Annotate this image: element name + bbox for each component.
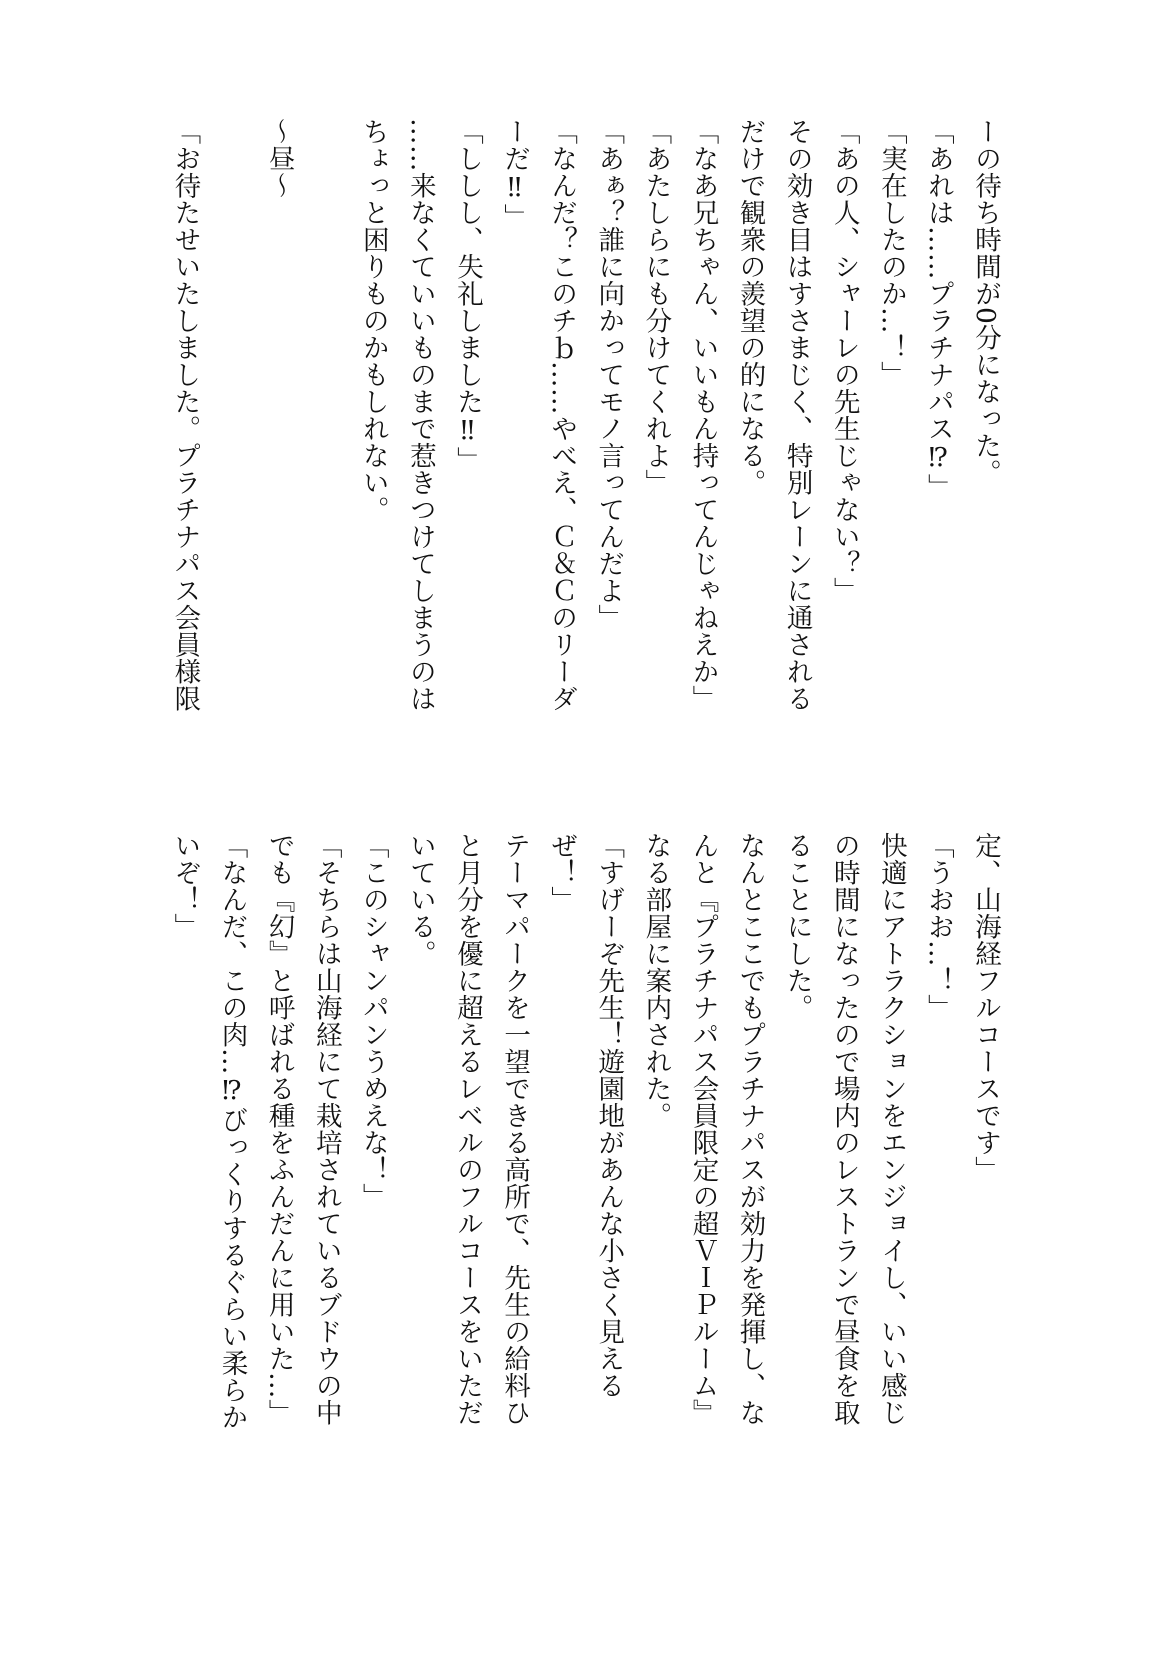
text-block-bottom — [161, 832, 1009, 1472]
text-line: ーの待ち時間が0分になった。 — [970, 118, 1001, 487]
text-line: 「なあ兄ちゃん、いいもん持ってんじゃねえか」 — [687, 118, 719, 712]
text-line: ることにした。 — [781, 832, 813, 1021]
text-line — [208, 118, 255, 758]
text-line: 「なんだ？このチｂ……やべえ、Ｃ＆Ｃのリーダ — [546, 118, 578, 712]
text-line: 「このシャンパンうめえな！」 — [357, 832, 389, 1210]
text-line: 「ししし、失礼しました‼」 — [451, 118, 483, 474]
text-line: でも『幻』と呼ばれる種をふんだんに用いた…」 — [263, 832, 295, 1426]
text-line: ～昼～ — [263, 118, 295, 199]
text-line: ぜ！」 — [546, 832, 578, 913]
text-line: テーマパークを一望できる高所で、先生の給料ひ — [499, 832, 531, 1426]
text-line: 「あたしらにも分けてくれよ」 — [640, 118, 672, 496]
text-line: 「すげーぞ先生！遊園地があんな小さく見える — [593, 832, 625, 1399]
text-line: なる部屋に案内された。 — [640, 832, 672, 1129]
text-line: 「実在したのか…！」 — [875, 118, 907, 388]
text-line: ちょっと困りものかもしれない。 — [357, 118, 389, 523]
text-line: 「あの人、シャーレの先生じゃない？」 — [828, 118, 860, 604]
text-line: ……来なくていいものまで惹きつけてしまうのは — [404, 118, 436, 712]
text-line: 「あぁ？誰に向かってモノ言ってんだよ」 — [593, 118, 625, 631]
text-line: いぞ！」 — [169, 832, 201, 940]
text-line: ーだ‼」 — [499, 118, 531, 231]
text-line: 快適にアトラクションをエンジョイし、いい感じ — [875, 832, 907, 1426]
text-line: 「なんだ、この肉…⁉びっくりするぐらい柔らか — [216, 832, 248, 1431]
text-line: 「お待たせいたしました。プラチナパス会員様限 — [169, 118, 201, 712]
text-line: 「うおお…！」 — [922, 832, 954, 1021]
text-block-top — [161, 118, 1009, 758]
text-line: 「そちらは山海経にて栽培されているブドウの中 — [310, 832, 342, 1426]
text-line — [303, 118, 350, 758]
text-line: 「あれは……プラチナパス⁉」 — [922, 118, 954, 501]
text-line: と月分を優に超えるレベルのフルコースをいただ — [451, 832, 483, 1426]
text-line: んと『プラチナパス会員限定の超ＶＩＰルーム』 — [687, 832, 719, 1426]
text-line: だけで観衆の羨望の的になる。 — [734, 118, 766, 496]
text-line: 定、山海経フルコースです」 — [970, 832, 1001, 1183]
text-line: その効き目はすさまじく、特別レーンに通される — [781, 118, 813, 712]
text-line: いている。 — [404, 832, 436, 967]
text-line: の時間になったので場内のレストランで昼食を取 — [828, 832, 860, 1426]
text-line: なんとここでもプラチナパスが効力を発揮し、な — [734, 832, 766, 1426]
